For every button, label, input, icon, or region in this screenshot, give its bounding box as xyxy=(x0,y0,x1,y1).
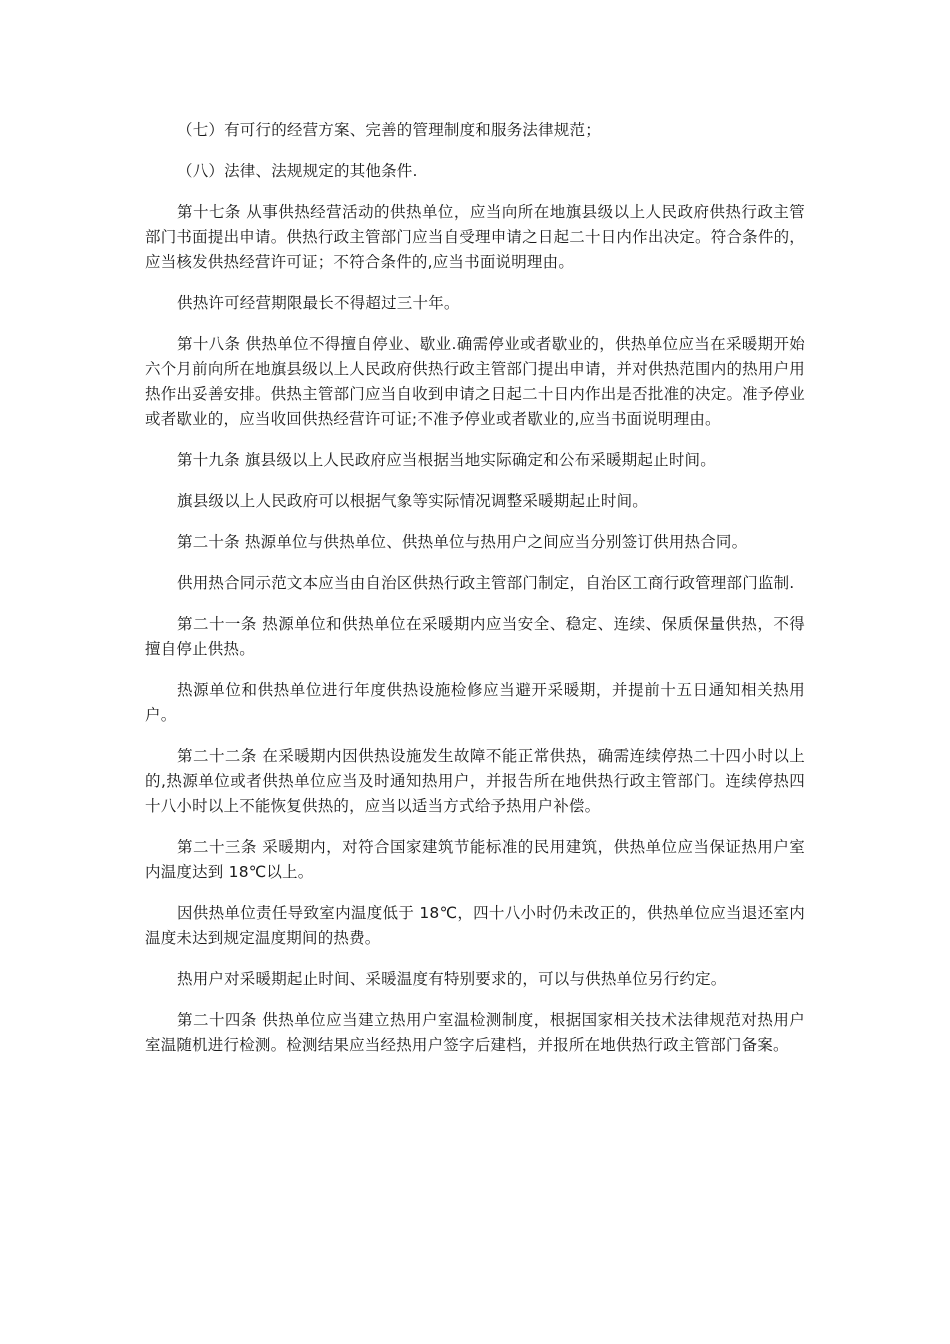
paragraph-special-request: 热用户对采暖期起止时间、采暖温度有特别要求的，可以与供热单位另行约定。 xyxy=(177,970,727,988)
paragraph-clause-7: （七）有可行的经营方案、完善的管理制度和服务法律规范； xyxy=(177,121,601,139)
paragraph-article-24: 第二十四条 供热单位应当建立热用户室温检测制度，根据国家相关技术法律规范对热用户室温随机进行检测。检测结果应当经热用户签字后建档，并报所在地供热行政主管部门备案。 xyxy=(145,1011,805,1054)
paragraph-article-22: 第二十二条 在采暖期内因供热设施发生故障不能正常供热，确需连续停热二十四小时以上的,热源单位或者供热单位应当及时通知热用户，并报告所在地供热行政主管部门。连续停热四十八小时以上不能恢复供热的，应当以适当方式给予热用户补偿。 xyxy=(145,747,805,815)
paragraph-article-20: 第二十条 热源单位与供热单位、供热单位与热用户之间应当分别签订供用热合同。 xyxy=(177,533,748,551)
paragraph-license-term: 供热许可经营期限最长不得超过三十年。 xyxy=(177,294,460,312)
document-body xyxy=(145,118,805,1074)
paragraph-article-21: 第二十一条 热源单位和供热单位在采暖期内应当安全、稳定、连续、保质保量供热，不得擅自停止供热。 xyxy=(145,615,805,658)
paragraph-article-19: 第十九条 旗县级以上人民政府应当根据当地实际确定和公布采暖期起止时间。 xyxy=(177,451,716,469)
paragraph-article-17: 第十七条 从事供热经营活动的供热单位，应当向所在地旗县级以上人民政府供热行政主管部门书面提出申请。供热行政主管部门应当自受理申请之日起二十日内作出决定。符合条件的，应当核发供热经营许可证；不符合条件的,应当书面说明理由。 xyxy=(145,203,805,271)
paragraph-clause-8: （八）法律、法规规定的其他条件. xyxy=(177,162,418,180)
paragraph-contract-template: 供用热合同示范文本应当由自治区供热行政主管部门制定，自治区工商行政管理部门监制. xyxy=(177,574,795,592)
paragraph-refund: 因供热单位责任导致室内温度低于 18℃，四十八小时仍未改正的，供热单位应当退还室内温度未达到规定温度期间的热费。 xyxy=(145,904,805,947)
paragraph-article-18: 第十八条 供热单位不得擅自停业、歇业.确需停业或者歇业的，供热单位应当在采暖期开始六个月前向所在地旗县级以上人民政府供热行政主管部门提出申请，并对供热范围内的热用户用热作出妥善安排。供热主管部门应当自收到申请之日起二十日内作出是否批准的决定。准予停业或者歇业的，应当收回供热经营许可证;不准予停业或者歇业的,应当书面说明理由。 xyxy=(145,335,805,428)
paragraph-heating-period-adjust: 旗县级以上人民政府可以根据气象等实际情况调整采暖期起止时间。 xyxy=(177,492,649,510)
paragraph-maintenance: 热源单位和供热单位进行年度供热设施检修应当避开采暖期，并提前十五日通知相关热用户。 xyxy=(145,681,805,724)
paragraph-article-23: 第二十三条 采暖期内，对符合国家建筑节能标准的民用建筑，供热单位应当保证热用户室内温度达到 18℃以上。 xyxy=(145,838,805,881)
